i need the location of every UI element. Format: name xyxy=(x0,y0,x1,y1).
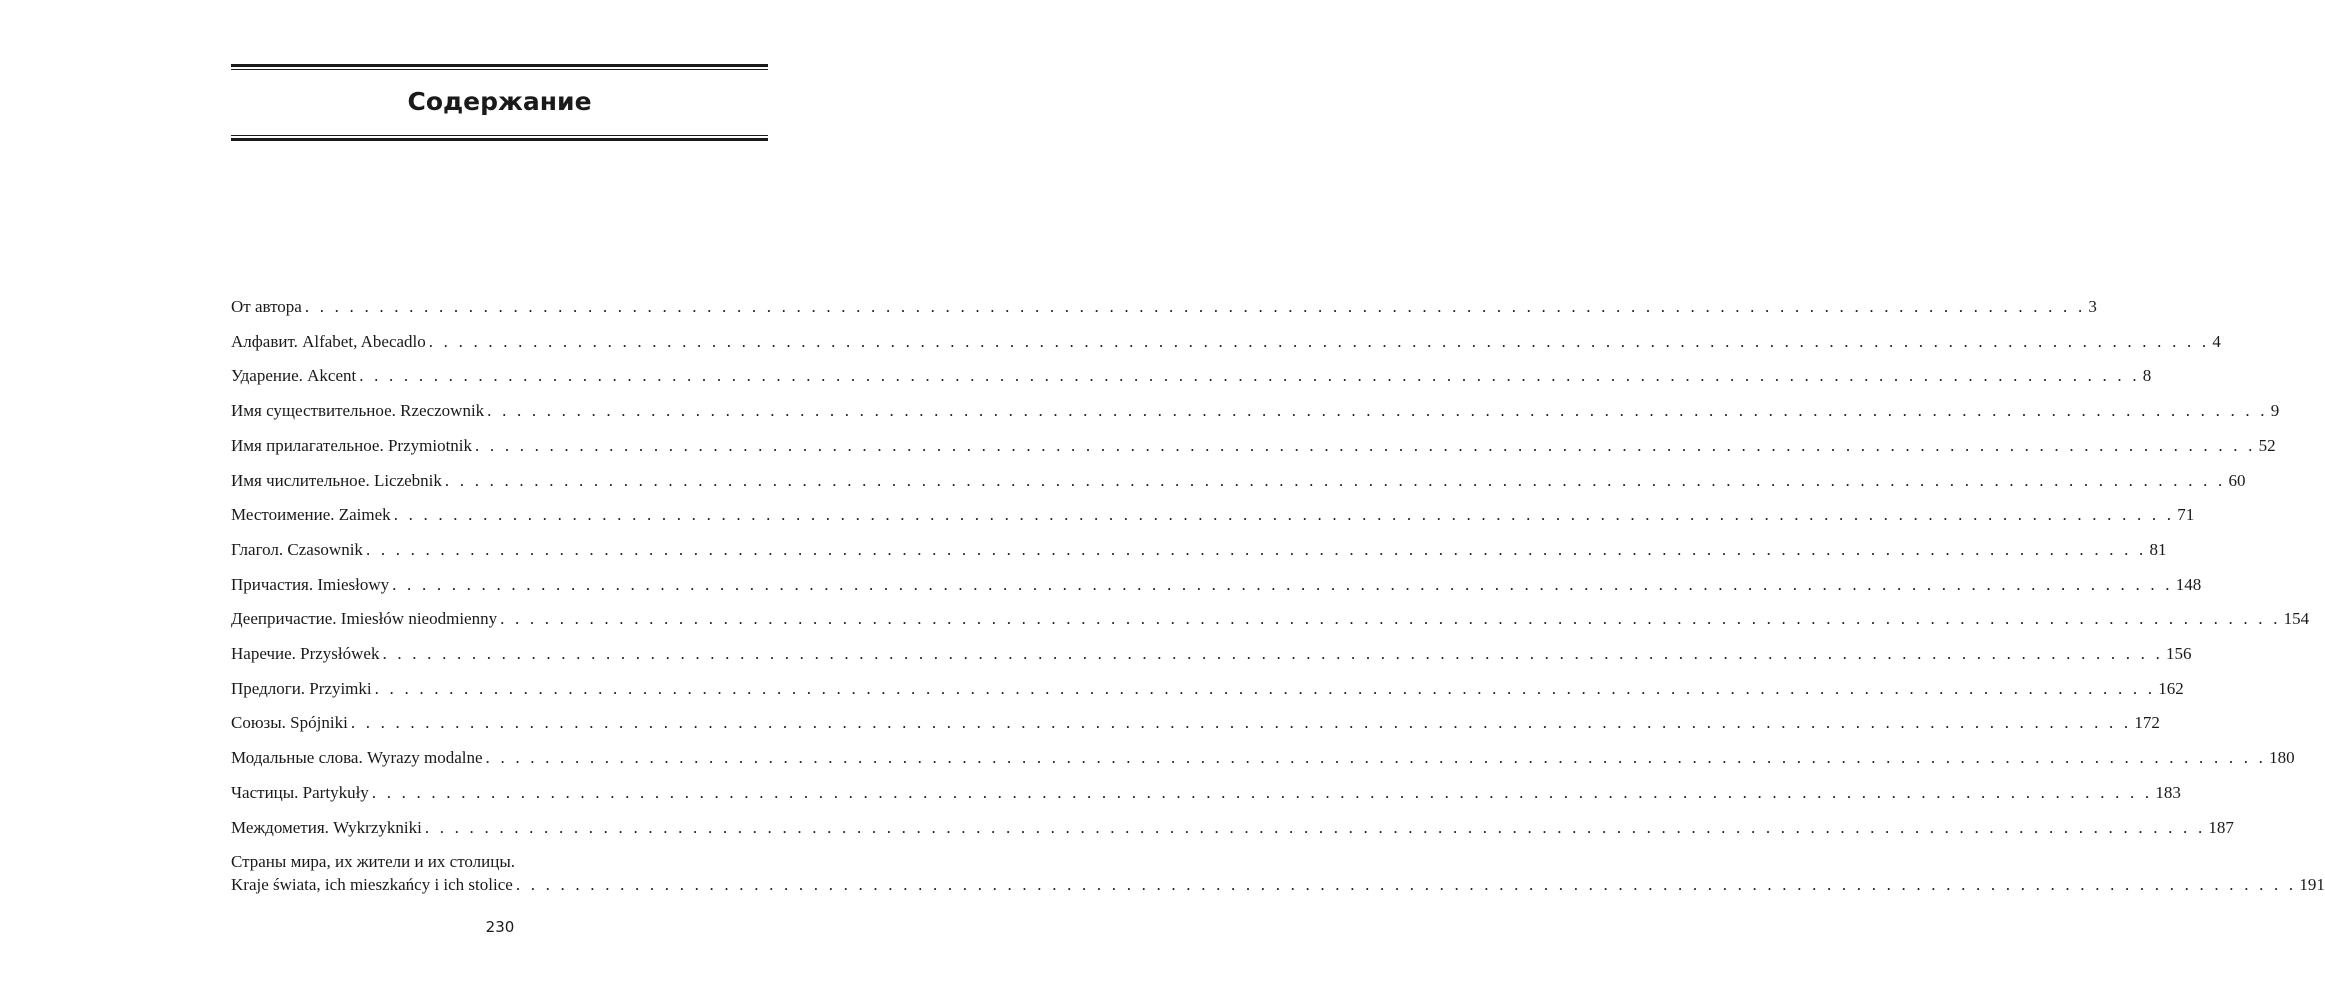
toc-entry[interactable] xyxy=(231,429,2276,464)
toc-entry-title: Алфавит. Alfabet, Abecadlo xyxy=(231,331,426,351)
toc-entry-title-line2: Kraje świata, ich mieszkańcy i ich stolice xyxy=(231,875,513,895)
toc-entry-page: 9 xyxy=(2270,401,2280,421)
toc-entry-page: 8 xyxy=(2142,366,2152,386)
page-number: 230 xyxy=(485,918,515,936)
dot-leader: . . . . . . . . . . . . . . . . . . . . . . . . . . . . . . . . . . . . . . . . . . . . . . . . . . . . . . . . . . . . . . . . . . . . . . . . . . . . . . . . . . . . . . . . . . . . . . . . . . . . . . . . . . . . . . . . . . . . . . . . xyxy=(485,748,2267,768)
toc-entry-title: Модальные слова. Wyrazy modalne xyxy=(231,748,483,768)
toc-entry-title: От автора xyxy=(231,297,302,316)
dot-leader: . . . . . . . . . . . . . . . . . . . . . . . . . . . . . . . . . . . . . . . . . . . . . . . . . . . . . . . . . . . . . . . . . . . . . . . . . . . . . . . . . . . . . . . . . . . . . . . . . . . . . . . . . . . . . . . . . . . . . . . . xyxy=(428,331,2210,351)
toc-entry-title: Имя существительное. Rzeczownik xyxy=(231,401,485,421)
toc-entry[interactable] xyxy=(231,776,2181,811)
page-title: Содержание xyxy=(407,87,592,116)
dot-leader: . . . . . . . . . . . . . . . . . . . . . . . . . . . . . . . . . . . . . . . . . . . . . . . . . . . . . . . . . . . . . . . . . . . . . . . . . . . . . . . . . . . . . . . . . . . . . . . . . . . . . . . . . . . . . . . . . . . . . . . . xyxy=(500,609,2281,629)
toc-entry[interactable] xyxy=(231,290,2097,325)
toc-entry-page: 3 xyxy=(2088,297,2097,316)
table-of-contents xyxy=(231,290,2325,897)
toc-entry-title: Предлоги. Przyimki xyxy=(231,678,372,698)
toc-entry[interactable] xyxy=(231,464,2246,499)
toc-entry-page: 52 xyxy=(2258,435,2276,455)
dot-leader: . . . . . . . . . . . . . . . . . . . . . . . . . . . . . . . . . . . . . . . . . . . . . . . . . . . . . . . . . . . . . . . . . . . . . . . . . . . . . . . . . . . . . . . . . . . . . . . . . . . . . . . . . . . . . . . . . . . . . . . . xyxy=(365,539,2147,559)
dot-leader: . . . . . . . . . . . . . . . . . . . . . . . . . . . . . . . . . . . . . . . . . . . . . . . . . . . . . . . . . . . . . . . . . . . . . . . . . . . . . . . . . . . . . . . . . . . . . . . . . . . . . . . . . . . . . . . . . . . . . . . . xyxy=(392,574,2173,594)
toc-entry-title: Союзы. Spójniki xyxy=(231,713,348,733)
dot-leader: . . . . . . . . . . . . . . . . . . . . . . . . . . . . . . . . . . . . . . . . . . . . . . . . . . . . . . . . . . . . . . . . . . . . . . . . . . . . . . . . . . . . . . . . . . . . . . . . . . . . . . . . . . . . . . . . . . . . . . . . xyxy=(359,366,2140,386)
toc-entry[interactable] xyxy=(231,672,2184,707)
toc-entry-title: Местоимение. Zaimek xyxy=(231,505,391,525)
toc-entry-title: Ударение. Akcent xyxy=(231,366,357,386)
toc-entry-title: Имя прилагательное. Przymiotnik xyxy=(231,435,473,455)
toc-entry-page: 191 xyxy=(2299,875,2325,895)
toc-entry-title: Наречие. Przysłówek xyxy=(231,644,380,664)
toc-entry[interactable] xyxy=(231,568,2202,603)
toc-entry[interactable] xyxy=(231,706,2160,741)
toc-entry-page: 187 xyxy=(2208,817,2234,837)
toc-entry-page: 162 xyxy=(2158,678,2184,698)
dot-leader: . . . . . . . . . . . . . . . . . . . . . . . . . . . . . . . . . . . . . . . . . . . . . . . . . . . . . . . . . . . . . . . . . . . . . . . . . . . . . . . . . . . . . . . . . . . . . . . . . . . . . . . . . . . . . . . . . . . . . . . . xyxy=(350,713,2132,733)
toc-entry[interactable] xyxy=(231,325,2221,360)
dot-leader: . . . . . . . . . . . . . . . . . . . . . . . . . . . . . . . . . . . . . . . . . . . . . . . . . . . . . . . . . . . . . . . . . . . . . . . . . . . . . . . . . . . . . . . . . . . . . . . . . . . . . . . . . . . . . . . . . . . . . . . . xyxy=(374,678,2156,698)
toc-entry-page: 81 xyxy=(2149,539,2167,559)
toc-entry[interactable] xyxy=(231,602,2310,637)
toc-entry-page: 148 xyxy=(2175,574,2202,594)
toc-entry-title: Глагол. Czasownik xyxy=(231,539,363,559)
toc-entry[interactable] xyxy=(231,533,2167,568)
toc-entry[interactable] xyxy=(231,741,2295,776)
dot-leader: . . . . . . . . . . . . . . . . . . . . . . . . . . . . . . . . . . . . . . . . . . . . . . . . . . . . . . . . . . . . . . . . . . . . . . . . . . . . . . . . . . . . . . . . . . . . . . . . . . . . . . . . . . . . . . . . . . . . . . . . xyxy=(371,782,2153,802)
dot-leader: . . . . . . . . . . . . . . . . . . . . . . . . . . . . . . . . . . . . . . . . . . . . . . . . . . . . . . . . . . . . . . . . . . . . . . . . . . . . . . . . . . . . . . . . . . . . . . . . . . . . . . . . . . . . . . . . . . . . . . . . xyxy=(444,470,2226,490)
toc-entry[interactable] xyxy=(231,498,2195,533)
toc-entry-page: 154 xyxy=(2283,609,2310,629)
toc-entry[interactable] xyxy=(231,811,2234,846)
toc-entry[interactable] xyxy=(231,394,2280,429)
toc-entry-page: 60 xyxy=(2228,470,2246,490)
chapter-header xyxy=(231,64,768,142)
toc-entry-page: 4 xyxy=(2212,331,2221,351)
bottom-double-rule xyxy=(231,135,768,141)
dot-leader: . . . . . . . . . . . . . . . . . . . . . . . . . . . . . . . . . . . . . . . . . . . . . . . . . . . . . . . . . . . . . . . . . . . . . . . . . . . . . . . . . . . . . . . . . . . . . . . . . . . . . . . . . . . . . . . . . . . . . . . . xyxy=(304,297,2086,316)
dot-leader: . . . . . . . . . . . . . . . . . . . . . . . . . . . . . . . . . . . . . . . . . . . . . . . . . . . . . . . . . . . . . . . . . . . . . . . . . . . . . . . . . . . . . . . . . . . . . . . . . . . . . . . . . . . . . . . . . . . . . . . . xyxy=(515,875,2297,895)
dot-leader: . . . . . . . . . . . . . . . . . . . . . . . . . . . . . . . . . . . . . . . . . . . . . . . . . . . . . . . . . . . . . . . . . . . . . . . . . . . . . . . . . . . . . . . . . . . . . . . . . . . . . . . . . . . . . . . . . . . . . . . . xyxy=(475,435,2256,455)
toc-entry-title: Имя числительное. Liczebnik xyxy=(231,470,442,490)
toc-entry-title: Междометия. Wykrzykniki xyxy=(231,817,422,837)
dot-leader: . . . . . . . . . . . . . . . . . . . . . . . . . . . . . . . . . . . . . . . . . . . . . . . . . . . . . . . . . . . . . . . . . . . . . . . . . . . . . . . . . . . . . . . . . . . . . . . . . . . . . . . . . . . . . . . . . . . . . . . . xyxy=(382,644,2164,664)
toc-entry-page: 71 xyxy=(2177,505,2195,525)
dot-leader: . . . . . . . . . . . . . . . . . . . . . . . . . . . . . . . . . . . . . . . . . . . . . . . . . . . . . . . . . . . . . . . . . . . . . . . . . . . . . . . . . . . . . . . . . . . . . . . . . . . . . . . . . . . . . . . . . . . . . . . . xyxy=(424,817,2206,837)
toc-entry[interactable] xyxy=(231,359,2152,394)
top-double-rule xyxy=(231,64,768,70)
toc-entry-title: Деепричастие. Imiesłów nieodmienny xyxy=(231,609,498,629)
toc-entry-page: 172 xyxy=(2134,713,2160,733)
dot-leader: . . . . . . . . . . . . . . . . . . . . . . . . . . . . . . . . . . . . . . . . . . . . . . . . . . . . . . . . . . . . . . . . . . . . . . . . . . . . . . . . . . . . . . . . . . . . . . . . . . . . . . . . . . . . . . . . . . . . . . . . xyxy=(487,401,2268,421)
toc-entry-page: 183 xyxy=(2155,782,2181,802)
toc-entry-title: Причастия. Imiesłowy xyxy=(231,574,390,594)
toc-entry[interactable] xyxy=(231,637,2192,672)
toc-entry-countries[interactable] xyxy=(231,851,2325,897)
toc-entry-title-line1: Страны мира, их жители и их столицы. xyxy=(231,852,516,872)
toc-entry-page: 156 xyxy=(2166,644,2192,664)
toc-entry-title: Частицы. Partykuły xyxy=(231,782,369,802)
toc-entry-page: 180 xyxy=(2269,748,2295,768)
dot-leader: . . . . . . . . . . . . . . . . . . . . . . . . . . . . . . . . . . . . . . . . . . . . . . . . . . . . . . . . . . . . . . . . . . . . . . . . . . . . . . . . . . . . . . . . . . . . . . . . . . . . . . . . . . . . . . . . . . . . . . . . xyxy=(393,505,2175,525)
